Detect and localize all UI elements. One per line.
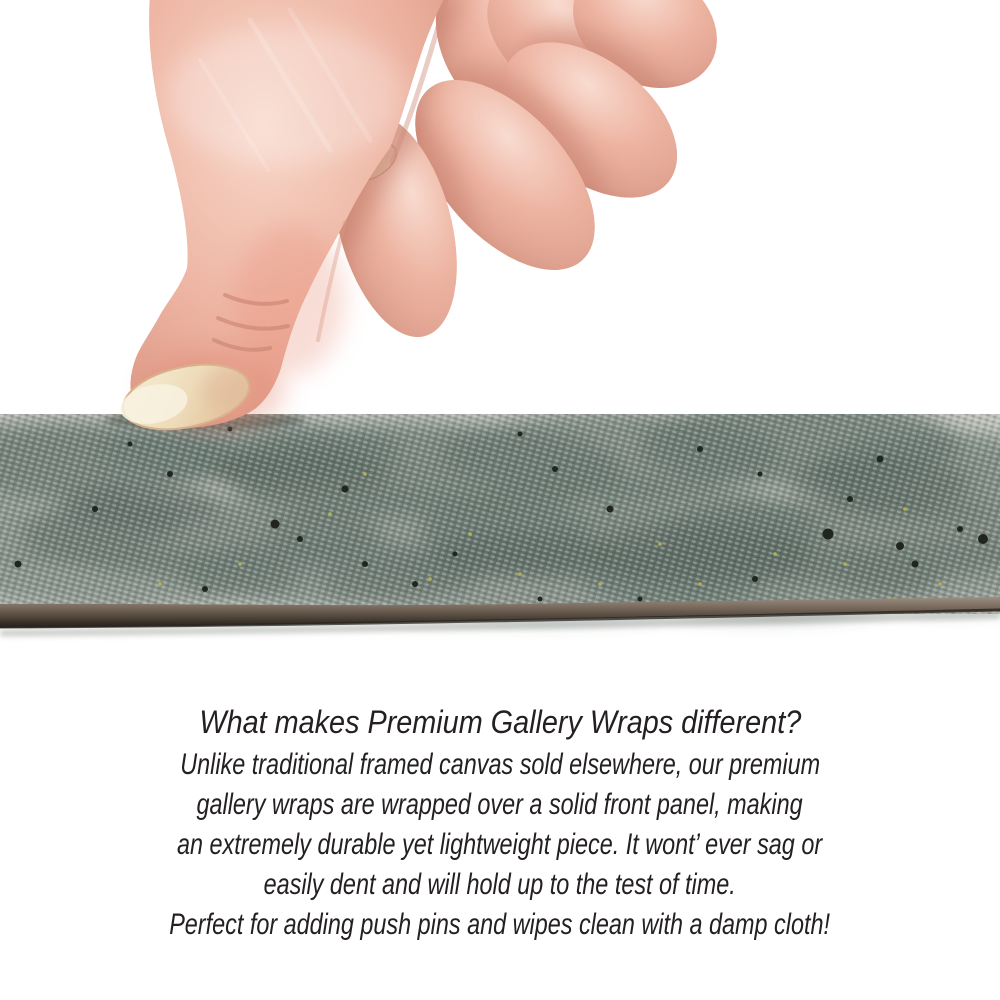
caption (0, 701, 1000, 945)
body-line-1: Unlike traditional framed canvas sold elsewhere, our premium (180, 748, 820, 781)
body-line-2: gallery wraps are wrapped over a solid front panel, making (196, 788, 804, 821)
body-line-5: Perfect for adding push pins and wipes clean with a damp cloth! (169, 908, 831, 941)
hand-photo (0, 0, 1000, 446)
headline-text: What makes Premium Gallery Wraps different? (199, 704, 801, 740)
headline (0, 701, 1000, 744)
body-line-3: an extremely durable yet lightweight piece. It wont’ ever sag or (177, 828, 823, 861)
body-line-4: easily dent and will hold up to the test of time. (263, 868, 737, 901)
canvas-texture (0, 414, 1000, 649)
canvas-edge-strip (0, 414, 1000, 649)
